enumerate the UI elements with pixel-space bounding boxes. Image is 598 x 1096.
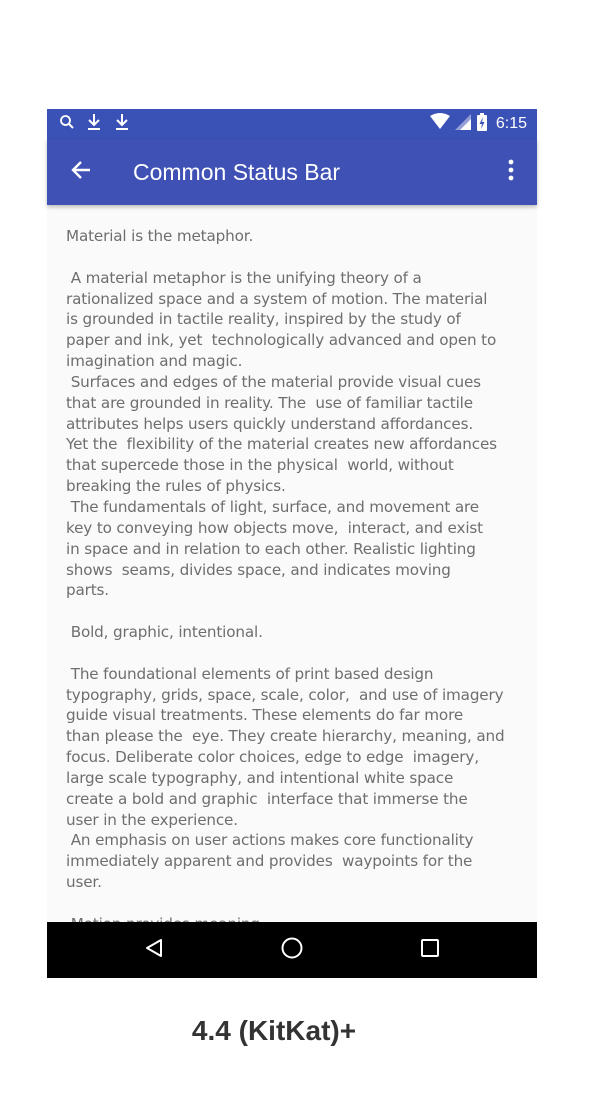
arrow-left-icon bbox=[70, 159, 92, 186]
recents-square-icon bbox=[419, 937, 441, 964]
nav-back-button[interactable] bbox=[138, 934, 170, 966]
wifi-icon bbox=[430, 114, 450, 135]
phone-screen bbox=[47, 109, 537, 978]
nav-home-button[interactable] bbox=[276, 934, 308, 966]
battery-icon bbox=[476, 113, 488, 136]
system-icons bbox=[430, 113, 527, 135]
status-time: 6:15 bbox=[495, 115, 527, 132]
download-icon bbox=[113, 113, 131, 136]
back-triangle-icon bbox=[143, 937, 165, 964]
content-scroll-area[interactable] bbox=[47, 205, 537, 922]
body-text: Material is the metaphor. A material metaphor is the unifying theory of a rationalized space and a system of motion. The material is grounded in tactile reality, inspired by the study of paper and ink, yet technologically advanced and open to imagination and magic. Surfaces and edges of the material provide visual cues that are grounded in reality. The use of familiar tactile attributes helps users quickly understand affordances. Yet the flexibility of the material creates new affordances that supercede those in the physical world, without breaking the rules of physics. The fundamentals of light, surface, and movement are key to conveying how objects move, interact, and exist in space and in relation to each other. Realistic lighting shows seams, divides space, and indicates moving parts. Bold, graphic, intentional. The foundational elements of print based design typography, grids, space, scale, color, and use of imagery guide visual treatments. These elements do far more than please the eye. They create hierarchy, meaning, and focus. Deliberate color choices, edge to edge imagery, large scale typography, and intentional white space create a bold and graphic interface that immerse the user in the experience. An emphasis on user actions makes core functionality immediately apparent and provides waypoints for the user. bbox=[66, 227, 505, 892]
notification-icons bbox=[59, 113, 131, 135]
app-title: Common Status Bar bbox=[133, 159, 341, 185]
status-bar bbox=[47, 109, 537, 139]
app-bar bbox=[47, 139, 537, 205]
home-circle-icon bbox=[280, 936, 304, 965]
back-arrow-button[interactable] bbox=[65, 156, 97, 188]
navigation-bar bbox=[47, 922, 537, 978]
signal-icon bbox=[455, 114, 471, 135]
nav-recents-button[interactable] bbox=[414, 934, 446, 966]
version-caption: 4.4 (KitKat)+ bbox=[191, 1015, 357, 1046]
overflow-menu-button[interactable] bbox=[501, 156, 521, 188]
search-icon bbox=[59, 114, 75, 135]
download-icon bbox=[85, 113, 103, 136]
more-vert-icon bbox=[508, 159, 514, 186]
